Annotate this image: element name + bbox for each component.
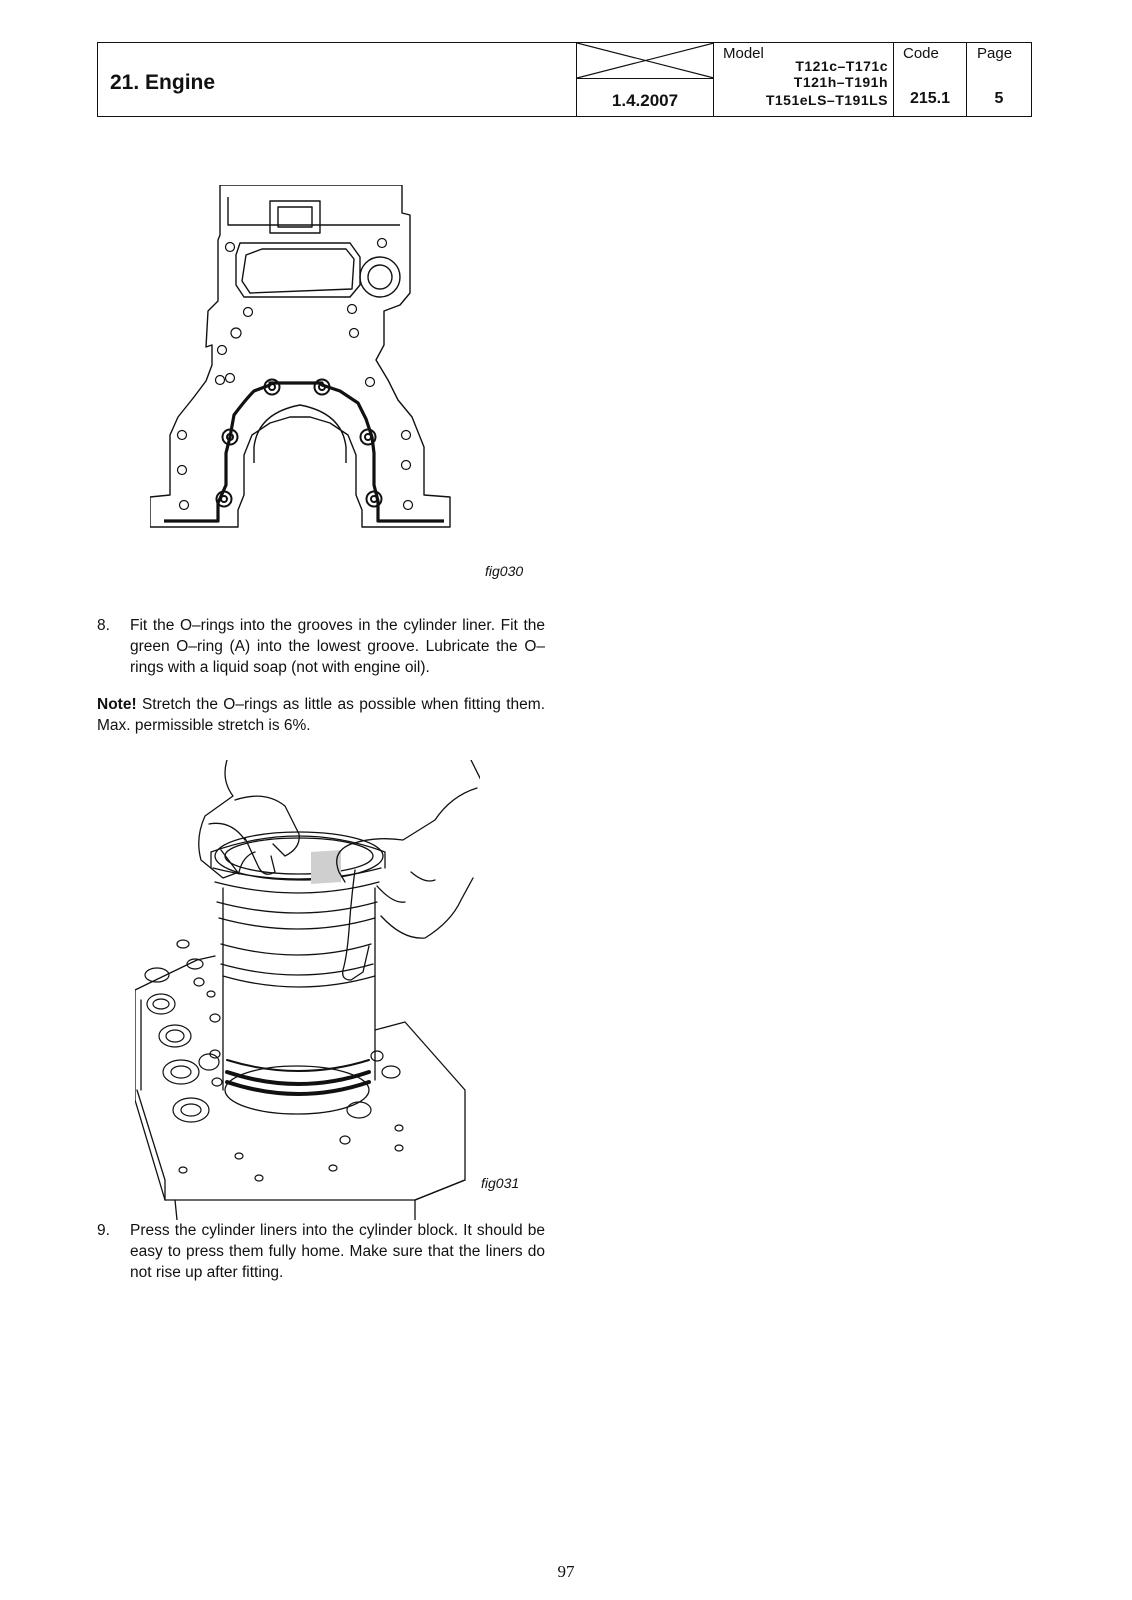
step-number: 9. [97,1222,110,1239]
cross-mark-icon [577,43,714,79]
code-cell [893,43,966,116]
figure-timing-cover [150,185,470,550]
step-number: 8. [97,617,110,634]
note-label: Note! [97,696,137,713]
code-value: 215.1 [909,90,951,107]
code-label: Code [903,45,939,62]
figure-caption: fig031 [481,1175,520,1191]
model-range: T121h–T191h [793,74,888,90]
timing-cover-seal-diagram-icon [150,185,470,545]
page-header [97,42,1032,117]
fitting-cylinder-liner-illustration-icon [135,760,480,1220]
figure-caption: fig030 [485,563,524,579]
page-label: Page [977,45,1013,62]
page-number: 97 [557,1562,575,1581]
step-text: Press the cylinder liners into the cylinder block. It should be easy to press them fully home. Make sure that the liners do not rise up after fitting. [130,1222,545,1281]
step-text: Fit the O–rings into the grooves in the cylinder liner. Fit the green O–ring (A) into the lowest groove. Lubricate the O–rings with a liquid soap (not with engine oil). [130,617,545,676]
page-cell [966,43,1031,116]
note-paragraph [97,694,545,736]
page-value: 5 [994,90,1004,107]
figure-liner-fitting [135,760,480,1225]
revision-cell [576,43,713,116]
section-title: 21. Engine [110,71,216,94]
model-range: T151eLS–T191LS [765,92,888,108]
instruction-step [97,1220,545,1283]
issue-date: 1.4.2007 [611,91,679,110]
instruction-step [97,615,545,678]
model-cell [713,43,893,116]
note-text: Stretch the O–rings as little as possible when fitting them. Max. permissible stretch is 6%. [97,696,545,734]
model-label: Model [723,45,764,62]
model-range: T121c–T171c [795,58,888,74]
